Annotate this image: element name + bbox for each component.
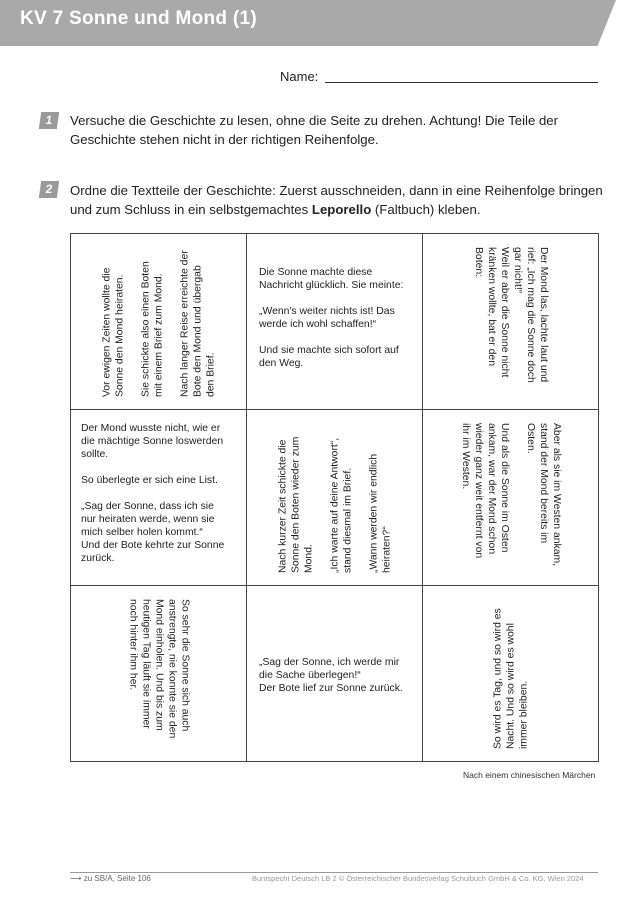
footer-reference	[70, 874, 151, 883]
task-2-text-after: (Faltbuch) kleben.	[371, 202, 481, 217]
story-cell	[71, 234, 247, 410]
task-1-text: Versuche die Geschichte zu lesen, ohne die Seite zu drehen. Achtung! Die Teile der Geschichte stehen nicht in der richtigen Reihenfolge.	[70, 113, 559, 147]
story-cell	[247, 586, 423, 762]
task-2-text	[70, 181, 610, 219]
story-text: Der Mond las, lachte laut und rief: „Ich mag die Sonne doch gar nicht!“ Weil er aber die Sonne nicht kränken wollte, bat er den Boten:	[472, 246, 549, 383]
footer-reference-text: zu SB/A, Seite 106	[83, 874, 151, 883]
arrow-right-icon: ⟶	[70, 874, 84, 883]
task-number-badge: 1	[39, 112, 59, 129]
story-grid	[70, 233, 599, 762]
story-text: So sehr die Sonne sich auch anstrengte, nie konnte sie den Mond einholen. Und bis zum heutigen Tag läuft sie immer noch hinter ihm her.	[127, 598, 190, 738]
story-text: Der Mond wusste nicht, wie er die mächtige Sonne loswerden sollte. So überlegte er sich eine List. „Sag der Sonne, dass ich sie nur heiraten werde, wenn sie mich selber holen kommt.“ Und der Bote kehrte zur Sonne zurück.	[81, 423, 225, 564]
story-cell	[71, 586, 247, 762]
story-cell	[423, 234, 599, 410]
story-cell	[247, 234, 423, 410]
story-text: „Sag der Sonne, ich werde mir die Sache überlegen!“ Der Bote lief zur Sonne zurück.	[259, 657, 403, 694]
task-number-badge: 2	[39, 181, 59, 198]
story-text: Nach kurzer Zeit schickte die Sonne den Boten wieder zum Mond. „Ich warte auf deine Antwort“, stand diesmal im Brief. „Wann werden wir endlich heiraten?“	[277, 436, 392, 573]
task-2-bold-word: Leporello	[311, 202, 372, 217]
page-title: KV 7 Sonne und Mond (1)	[20, 8, 257, 29]
story-text: Aber als sie im Westen ankam, stand der Mond bereits im Osten. Und als die Sonne im Osten ankam, war der Mond schon wieder ganz weit entfernt von ihr im Westen.	[459, 422, 562, 566]
name-label: Name:	[280, 69, 319, 84]
story-text: So wird es Tag, und so wird es Nacht. Und so wird es wohl immer bleiben.	[492, 607, 529, 749]
story-text: Die Sonne machte diese Nachricht glücklich. Sie meinte: „Wenn's weiter nichts ist! Das werde ich wohl schaffen!“ Und sie machte sich sofort auf den Weg.	[259, 267, 404, 369]
story-text: Vor ewigen Zeiten wollte die Sonne den Mond heiraten. Sie schickte also einen Boten mit einem Brief zum Mond. Nach langer Reise erreichte der Bote den Mond und übergab den Brief.	[101, 249, 216, 397]
story-cell	[423, 586, 599, 762]
source-note: Nach einem chinesischen Märchen	[463, 770, 596, 780]
story-cell	[71, 410, 247, 586]
footer-copyright: Buntspecht Deutsch LB 2 © Österreichischer Bundesverlag Schulbuch GmbH & Co. KG, Wien 2024	[252, 874, 584, 883]
footer-divider	[70, 872, 598, 873]
story-cell	[247, 410, 423, 586]
name-line	[325, 82, 598, 83]
story-cell	[423, 410, 599, 586]
task-2-text-before: Ordne die Textteile der Geschichte: Zuerst ausschneiden, dann in eine Reihenfolge bringen und zum Schluss in ein selbstgemachtes	[70, 183, 603, 217]
